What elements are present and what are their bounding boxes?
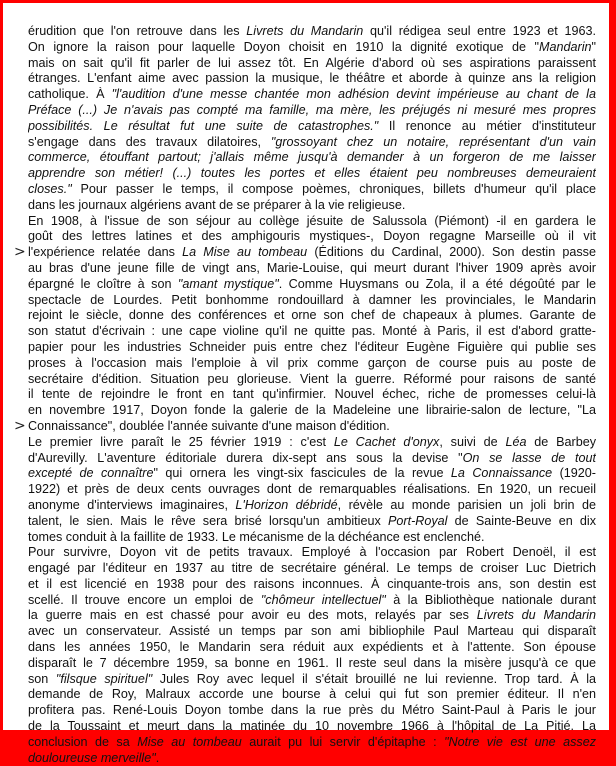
document-body <box>28 24 596 766</box>
italic-text: La Connaissance <box>450 466 553 481</box>
text-span: scellé. Il trouve encore un emploi de <box>28 592 261 607</box>
italic-text: L'Horizon débridé <box>235 497 338 512</box>
text-span: aurait pu lui servir d'épitaphe : <box>241 734 445 749</box>
text-span: , révèle au monde parisien un joli brin de <box>337 497 596 512</box>
text-line <box>28 435 596 451</box>
text-span: demande de Roy, Malraux accorde une bourse à celui qui fut son premier éditeur. Il n'en <box>28 687 596 702</box>
text-span: son statut d'écrivain : une cape violine qu'il ne quitte pas. Monté à Paris, il est d'abord gratte- <box>28 324 596 339</box>
italic-text: Préface (...) Je n'avais pas compté ma famille, ma mère, les préjugés ni mesuré mes propres <box>28 102 596 117</box>
text-line <box>28 340 596 356</box>
text-line <box>28 40 596 56</box>
italic-text: Port-Royal <box>387 513 448 528</box>
text-span: au bras d'une jeune fille de vingt ans, Marie-Louise, qui meurt durant l'hiver 1909 après avoir <box>28 260 596 275</box>
italic-text: "chômeur intellectuel" <box>260 592 386 607</box>
text-span: (1920- <box>552 466 596 481</box>
text-span: Connaissance", doublée l'année suivante d'une maison d'édition. <box>28 418 390 433</box>
text-span: dans les journaux algériens avant de se préparer à la vie religieuse. <box>28 197 406 212</box>
text-span: de Sainte-Beuve en dix <box>447 513 596 528</box>
text-span: et il est licencié en 1938 pour des raisons inconnues. À cinquante-trois ans, son destin est <box>28 576 596 591</box>
text-line <box>28 735 596 751</box>
text-span: " <box>591 39 596 54</box>
text-line <box>28 119 596 135</box>
text-line <box>28 419 596 435</box>
text-line <box>28 514 596 530</box>
margin-arrow-mark: > <box>14 418 26 434</box>
text-line <box>28 198 596 214</box>
text-span: à la Bibliothèque nationale durant <box>385 592 596 607</box>
italic-text: "Notre vie est une assez <box>444 734 596 749</box>
text-line <box>28 703 596 719</box>
text-span: conclusion de sa <box>28 734 138 749</box>
italic-text: Le Cachet d'onyx <box>333 434 440 449</box>
text-line <box>28 372 596 388</box>
italic-text: La Mise au tombeau <box>182 245 308 260</box>
text-span: On ignore la raison pour laquelle Doyon choisit en 1910 la dignité exotique de " <box>28 39 539 54</box>
italic-text: Mandarin <box>539 39 592 54</box>
text-line <box>28 277 596 293</box>
text-line <box>28 261 596 277</box>
italic-text: "filsque spirituel" <box>55 671 153 686</box>
italic-text: possibilités. Le résultat fut une suite de catastrophes." <box>28 118 379 133</box>
text-line <box>28 387 596 403</box>
text-span: il tente de rejoindre le front en tant qu'infirmier. Nouvel échec, riche de promesses celui-là <box>28 387 596 402</box>
text-line <box>28 482 596 498</box>
text-span: de la Toussaint et meurt dans la matinée du 10 novembre 1966 à l'hôpital de La Pitié. La <box>28 719 596 734</box>
text-span: s'engage dans des travaux dilatoires, <box>28 134 271 149</box>
text-line <box>28 498 596 514</box>
text-span: qu'il rédigea seul entre 1923 et 1963. <box>363 24 596 38</box>
text-span: . Comme Huysmans ou Zola, il a été dégoûté par le <box>278 276 596 291</box>
text-span: catholique. À <box>28 87 112 102</box>
text-span: goût des lettres latines et des amphigouris mystiques-, Doyon regagne Marseille où il vit <box>28 229 596 244</box>
text-line <box>28 561 596 577</box>
text-span: talent, le sien. Mais le rêve sera brisé lorsqu'un ambitieux <box>28 513 388 528</box>
text-line <box>28 135 596 151</box>
italic-text: Livrets du Mandarin <box>476 608 596 623</box>
text-span: Le premier livre paraît le 25 février 1919 : c'est <box>28 434 334 449</box>
text-line <box>28 56 596 72</box>
text-line <box>28 214 596 230</box>
text-line <box>28 245 596 261</box>
text-span: (Éditions du Cardinal, 2000). Son destin passe <box>307 245 596 260</box>
italic-text: Léa <box>505 434 527 449</box>
text-line <box>28 719 596 735</box>
text-line <box>28 545 596 561</box>
text-span: secrétaire d'édition. Situation peu glorieuse. Vient la guerre. Réformé pour raisons de santé <box>28 371 596 386</box>
italic-text: "amant mystique" <box>177 276 279 291</box>
text-line <box>28 229 596 245</box>
text-span: étranges. L'enfant aime avec passion la musique, le théâtre et aborde à quinze ans la religion <box>28 71 596 86</box>
margin-arrow-mark: > <box>14 244 26 261</box>
text-line <box>28 71 596 87</box>
text-span: mais on sait qu'il fit parler de lui assez tôt. En Algérie d'abord où ses aspirations paraissent <box>28 55 596 70</box>
italic-text: Mise au tombeau <box>137 734 242 749</box>
text-span: engagé par l'éditeur en 1937 au titre de secrétaire général. Le temps de croiser Luc Dietrich <box>28 561 596 576</box>
text-span: avec un conservateur. Assisté un temps par son ami bibliophile Paul Marteau qui disparaît <box>28 624 596 639</box>
text-span: , suivi de <box>439 434 506 449</box>
text-line <box>28 672 596 688</box>
text-line <box>28 324 596 340</box>
text-line <box>28 182 596 198</box>
text-span: la guerre mais en est chassé pour avoir eu des mots, relayés par ses <box>28 608 477 623</box>
text-span: Jules Roy avec lequel il s'était brouillé ne lui revienne. Trop tard. À la <box>152 671 596 686</box>
italic-text: On se lasse de tout <box>462 450 596 465</box>
text-line <box>28 577 596 593</box>
text-span: l'expérience relatée dans <box>28 245 183 260</box>
italic-text: "grossoyant chez un notaire, représentant d'un vain <box>270 134 596 149</box>
text-line <box>28 150 596 166</box>
text-line <box>28 103 596 119</box>
italic-text: excepté de connaître <box>28 466 154 481</box>
text-span: épargné le cloître à son <box>28 276 178 291</box>
italic-text: closes." <box>28 181 72 196</box>
text-span: En 1908, à l'issue de son séjour au collège jésuite de Salussola (Piémont) -il en gardera le <box>28 213 596 228</box>
text-span: profitera pas. René-Louis Doyon tombe dans la rue près du Métro Saint-Paul à Paris le jour <box>28 703 596 718</box>
text-span: papier pour les industries Schneider puis entre chez l'éditeur Eugène Figuière qui publie ses <box>28 339 596 354</box>
text-line <box>28 87 596 103</box>
text-span: en novembre 1917, Doyon fonde la galerie de la Madeleine une librairie-salon de lecture, "La <box>28 403 596 418</box>
text-line <box>28 608 596 624</box>
text-line <box>28 624 596 640</box>
text-span: disparaît le 7 décembre 1959, sa bonne en 1961. Il reste seul dans la misère jusqu'à ce que <box>28 655 596 670</box>
text-line <box>28 530 596 546</box>
italic-text: commerce, étouffant partout; j'allais même jusqu'à demander à un forgeron de me laisser <box>28 150 596 165</box>
document-page <box>3 3 609 765</box>
text-span: spectacle de Lourdes. Petit bonhomme rondouillard à damner les provinciales, le Mandarin <box>28 292 596 307</box>
italic-text: apprendre son métier! (...) toutes les portes et elles étaient peu nombreuses demeuraient <box>28 166 596 181</box>
text-span: " qui ornera les vingt-six fascicules de la revue <box>153 466 451 481</box>
text-line <box>28 751 596 766</box>
italic-text: "l'audition d'une messe chantée mon adhésion devint impérieuse au chant de la <box>111 87 596 102</box>
text-span: anonyme d'interviews imaginaires, <box>28 497 236 512</box>
text-span: Pour passer le temps, il compose poèmes, chroniques, billets d'humeur qu'il place <box>71 181 596 196</box>
text-line <box>28 687 596 703</box>
text-span: de Barbey <box>526 434 596 449</box>
text-line <box>28 166 596 182</box>
text-span: . <box>155 750 160 765</box>
text-line <box>28 593 596 609</box>
text-span: son <box>28 671 56 686</box>
text-span: d'Aurevilly. L'aventure éditoriale durera dix-sept ans sous la devise " <box>28 450 463 465</box>
italic-text: douloureuse merveille" <box>28 750 156 765</box>
italic-text: Livrets du Mandarin <box>246 24 364 38</box>
text-line <box>28 308 596 324</box>
text-line <box>28 24 596 40</box>
text-span: Pour survivre, Doyon vit de petits travaux. Employé à l'occasion par Robert Denoël, il est <box>28 545 596 560</box>
text-span: Il renonce au métier d'instituteur <box>378 118 596 133</box>
text-span: érudition que l'on retrouve dans les <box>28 24 247 38</box>
text-line <box>28 356 596 372</box>
text-line <box>28 466 596 482</box>
text-span: rejoint le siècle, donne des conférences et orne son chef de chapeaux à plumes. Garante de <box>28 308 596 323</box>
text-line <box>28 640 596 656</box>
text-span: 1922) et près de deux cents ouvrages dont de remarquables réalisations. En 1920, un recueil <box>28 482 596 497</box>
text-span: tomes conduit à la faillite de 1933. Le mécanisme de la déchéance est enclenché. <box>28 529 485 544</box>
text-line <box>28 451 596 467</box>
text-span: proses à l'occasion mais l'emploie à vil prix comme garçon de course puis au poste de <box>28 355 596 370</box>
text-span: dans les années 1950, le Mandarin sera réduit aux expédients et à l'attente. Son épouse <box>28 640 596 655</box>
text-line <box>28 656 596 672</box>
text-line <box>28 293 596 309</box>
text-line <box>28 403 596 419</box>
